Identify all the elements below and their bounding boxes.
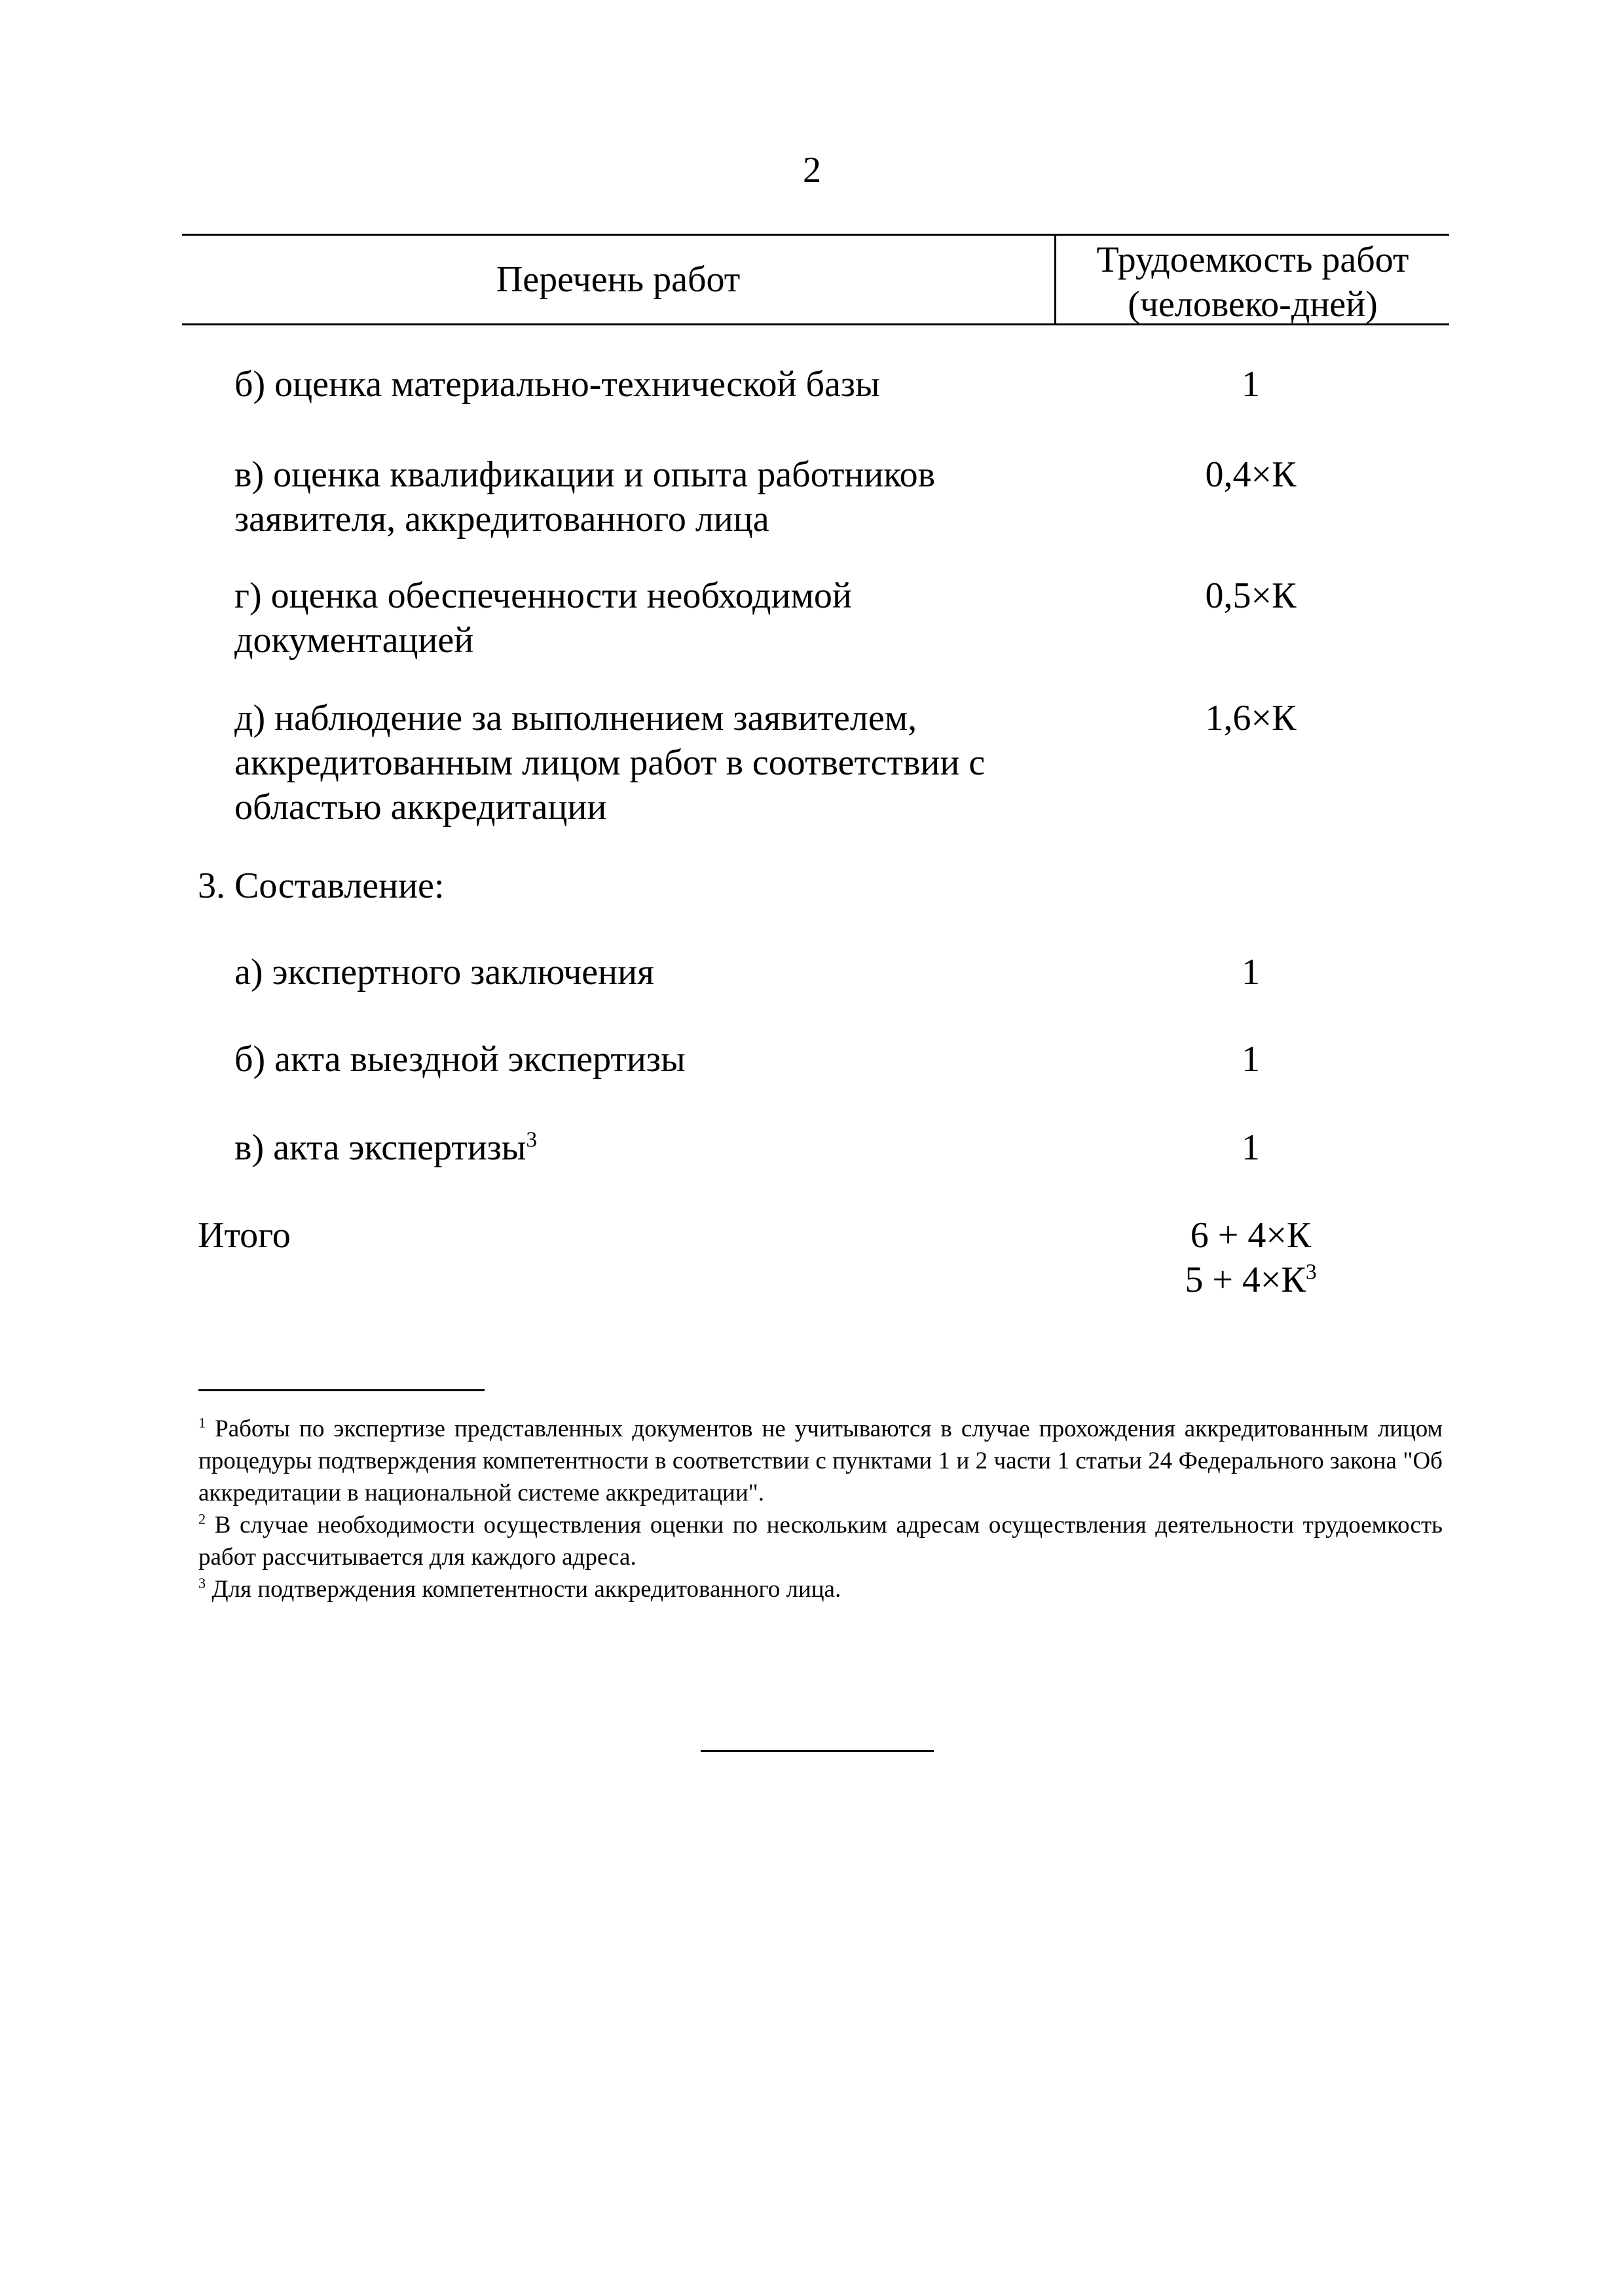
row-expertise-act: [234, 1125, 537, 1171]
footnote-3: [198, 1573, 1443, 1605]
row-documentation-line1: г) оценка обеспеченности необходимой: [234, 575, 852, 616]
row-visit-act: б) акта выездной экспертизы: [234, 1039, 686, 1080]
row-observation-line3: областью аккредитации: [234, 787, 607, 828]
row-visit-act-value: 1: [1242, 1039, 1260, 1080]
total-label: Итого: [198, 1215, 291, 1256]
row-documentation-value: 0,5×К: [1205, 575, 1297, 616]
section-3-heading: 3. Составление:: [198, 866, 445, 906]
row-qualification-line1: в) оценка квалификации и опыта работников: [234, 454, 936, 495]
header-works: Перечень работ: [496, 259, 741, 300]
total-value-1: 6 + 4×К: [1190, 1215, 1312, 1256]
row-observation-value: 1,6×К: [1205, 698, 1297, 738]
footnote-2-mark: 2: [198, 1510, 206, 1527]
footnote-ref-3: 3: [526, 1127, 538, 1152]
table-top-rule: [182, 234, 1449, 236]
row-expertise-act-value: 1: [1242, 1127, 1260, 1168]
footnote-3-mark: 3: [198, 1575, 206, 1592]
row-material-base: б) оценка материально-технической базы: [234, 364, 880, 405]
total-value-2-text: 5 + 4×К: [1185, 1260, 1306, 1300]
row-qualification-line2: заявителя, аккредитованного лица: [234, 499, 769, 539]
row-expertise-act-text: в) акта экспертизы: [234, 1127, 526, 1168]
footnote-1-text: Работы по экспертизе представленных документов не учитываются в случае прохождения аккредитованным лицом процедуры подтверждения компетентности в соответствии с пунктами 1 и 2 части 1 статьи 24 Федерального закона "Об аккредитации в национальной системе аккредитации".: [198, 1415, 1443, 1506]
total-footnote-ref-3: 3: [1305, 1260, 1317, 1285]
header-labor-line1: Трудоемкость работ: [1096, 240, 1409, 280]
page-number: 2: [803, 150, 821, 191]
footnote-1-mark: 1: [198, 1414, 206, 1431]
end-rule: [701, 1750, 934, 1752]
footnote-1: [198, 1413, 1443, 1509]
row-expert-conclusion-value: 1: [1242, 952, 1260, 993]
header-labor-line2: (человеко-дней): [1128, 284, 1378, 325]
footnote-2: [198, 1509, 1443, 1573]
footnote-separator: [198, 1389, 485, 1391]
row-documentation-line2: документацией: [234, 620, 474, 661]
row-observation-line1: д) наблюдение за выполнением заявителем,: [234, 698, 917, 738]
footnote-2-text: В случае необходимости осуществления оценки по нескольким адресам осуществления деятельности трудоемкость работ рассчитывается для каждого адреса.: [198, 1512, 1443, 1571]
row-observation-line2: аккредитованным лицом работ в соответствии с: [234, 742, 986, 783]
total-value-2: [1094, 1257, 1408, 1303]
row-material-base-value: 1: [1242, 364, 1260, 405]
footnote-3-text: Для подтверждения компетентности аккредитованного лица.: [212, 1576, 841, 1603]
row-qualification-value: 0,4×К: [1205, 454, 1297, 495]
row-expert-conclusion: а) экспертного заключения: [234, 952, 654, 993]
